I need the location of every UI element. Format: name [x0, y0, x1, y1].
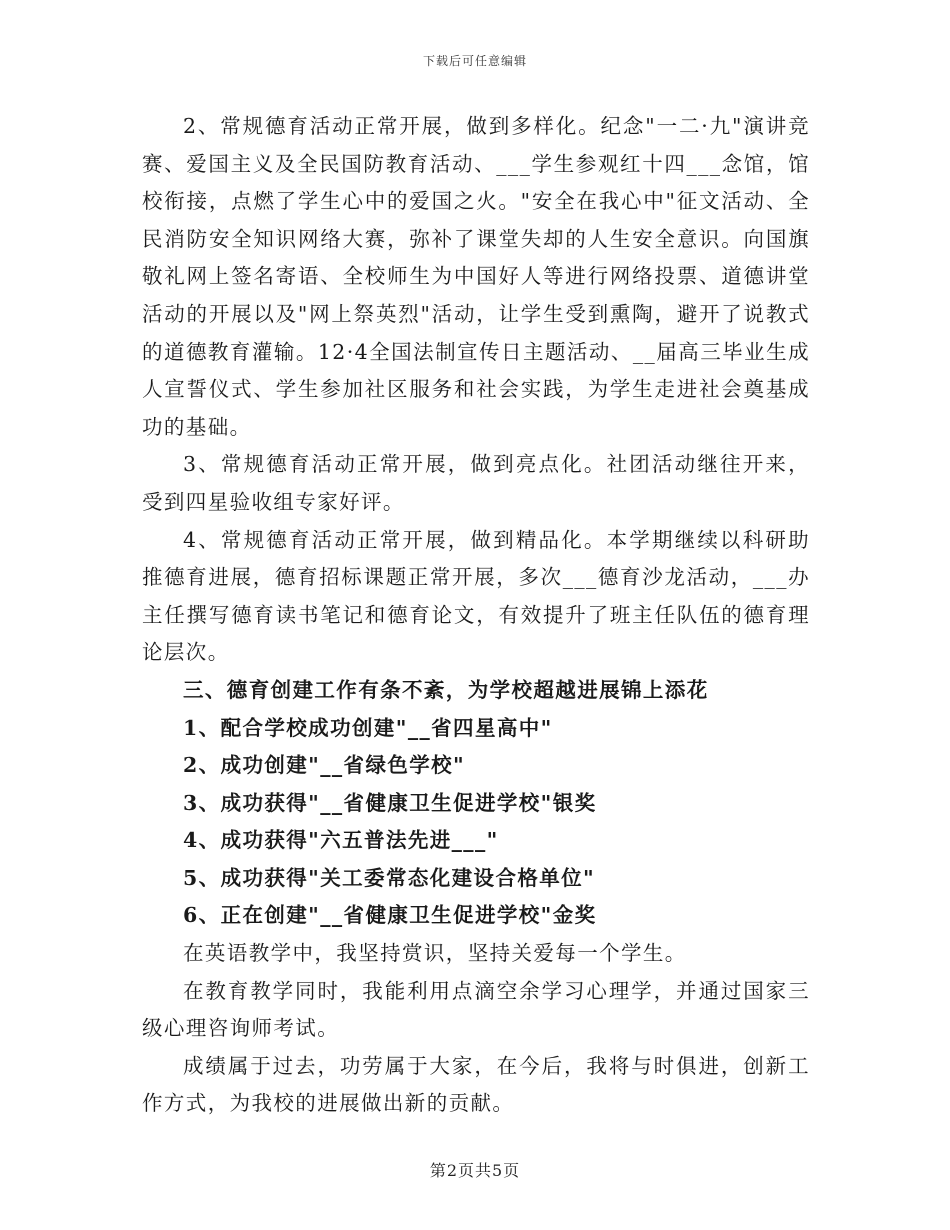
list-item-1: 1、配合学校成功创建"__省四星高中" [183, 715, 553, 740]
page-header: 下载后可任意编辑 [422, 54, 527, 68]
document-body [142, 108, 810, 1123]
page-footer: 第2页共5页 [429, 1161, 521, 1180]
section-heading-three: 三、德育创建工作有条不紊，为学校超越进展锦上添花 [183, 677, 709, 702]
list-item-3: 3、成功获得"__省健康卫生促进学校"银奖 [183, 790, 597, 815]
paragraph-conclusion: 成绩属于过去，功劳属于大家，在今后，我将与时俱进，创新工作方式，为我校的进展做出新的贡献。 [142, 1053, 810, 1116]
paragraph-activities-quality: 4、常规德育活动正常开展，做到精品化。本学期继续以科研助推德育进展，德育招标课题正常开展，多次___德育沙龙活动，___办主任撰写德育读书笔记和德育论文，有效提升了班主任队伍的德育理论层次。 [142, 527, 810, 665]
paragraph-psychology: 在教育教学同时，我能利用点滴空余学习心理学，并通过国家三级心理咨询师考试。 [142, 978, 810, 1041]
paragraph-english-teaching: 在英语教学中，我坚持赏识，坚持关爱每一个学生。 [183, 941, 687, 966]
paragraph-activities-diverse: 2、常规德育活动正常开展，做到多样化。纪念"一二·九"演讲竞赛、爱国主义及全民国防教育活动、___学生参观红十四___念馆，馆校衔接，点燃了学生心中的爱国之火。"安全在我心中"征文活动、全民消防安全知识网络大赛，弥补了课堂失却的人生安全意识。向国旗敬礼网上签名寄语、全校师生为中国好人等进行网络投票、道德讲堂活动的开展以及"网上祭英烈"活动，让学生受到熏陶，避开了说教式的道德教育灌输。12·4全国法制宣传日主题活动、__届高三毕业生成人宣誓仪式、学生参加社区服务和社会实践，为学生走进社会奠基成功的基础。 [142, 114, 810, 439]
paragraph-activities-highlight: 3、常规德育活动正常开展，做到亮点化。社团活动继往开来，受到四星验收组专家好评。 [142, 452, 810, 514]
list-item-6: 6、正在创建"__省健康卫生促进学校"金奖 [183, 903, 597, 928]
list-item-4: 4、成功获得"六五普法先进___" [183, 828, 499, 853]
list-item-2: 2、成功创建"__省绿色学校" [183, 753, 466, 778]
list-item-5: 5、成功获得"关工委常态化建设合格单位" [183, 865, 596, 890]
